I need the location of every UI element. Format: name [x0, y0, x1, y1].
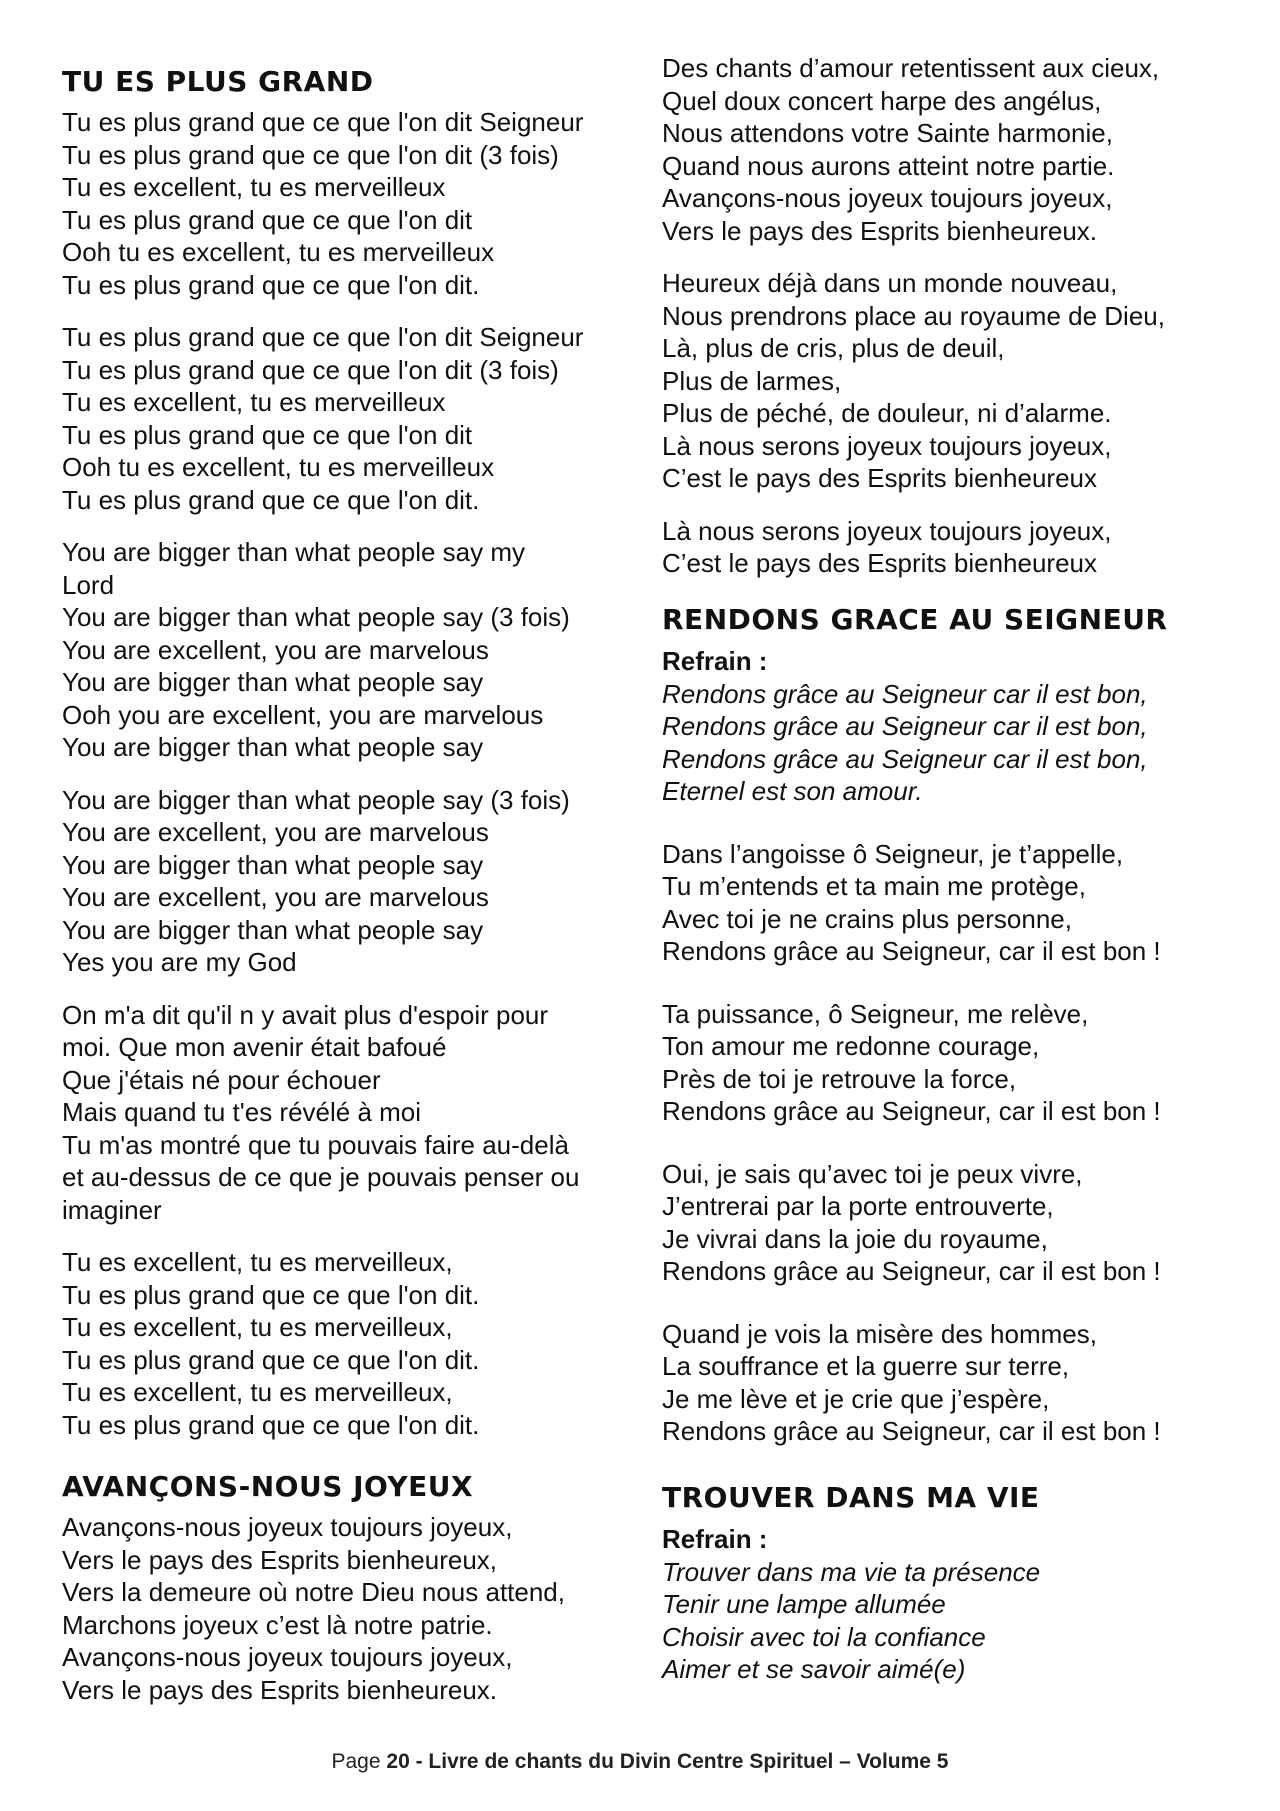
lyric-line: Tu es excellent, tu es merveilleux,: [62, 1312, 453, 1342]
lyric-line: Avançons-nous joyeux toujours joyeux,: [62, 1642, 513, 1672]
lyric-line: Tu es plus grand que ce que l'on dit Seigneur: [62, 107, 584, 137]
lyric-line: Tu m’entends et ta main me protège,: [662, 871, 1086, 901]
stanza: [662, 1318, 1222, 1448]
lyric-line: Lord: [62, 569, 115, 600]
refrain: [662, 1556, 1222, 1686]
lyric-line: Des chants d’amour retentissent aux cieux,: [662, 53, 1160, 83]
footer-book-title: - Livre de chants du Divin Centre Spirituel – Volume 5: [409, 1750, 949, 1773]
stanza: [662, 515, 1222, 580]
song-body: [662, 52, 1222, 580]
stanza: [662, 1158, 1222, 1288]
lyric-line: Tu es excellent, tu es merveilleux: [62, 387, 446, 417]
lyric-line: Ooh you are excellent, you are marvelous: [62, 699, 544, 730]
lyric-line: Rendons grâce au Seigneur car il est bon,: [662, 711, 1148, 741]
lyric-line: et au-dessus de ce que je pouvais penser ou: [62, 1162, 580, 1192]
lyric-line: Tu es excellent, tu es merveilleux,: [62, 1247, 453, 1277]
stanza: [662, 52, 1222, 247]
lyric-line: Tu es plus grand que ce que l'on dit: [62, 204, 473, 235]
lyric-line: Tu es plus grand que ce que l'on dit.: [62, 484, 480, 515]
stanza: [62, 1246, 632, 1441]
lyric-line: Je me lève et je crie que j’espère,: [662, 1383, 1050, 1414]
footer-page-number: 20: [386, 1750, 410, 1773]
lyric-line: Rendons grâce au Seigneur car il est bon,: [662, 678, 1148, 709]
lyric-line: Rendons grâce au Seigneur, car il est bon !: [662, 1256, 1161, 1286]
lyric-line: Nous attendons votre Sainte harmonie,: [662, 118, 1113, 148]
lyric-line: C’est le pays des Esprits bienheureux: [662, 463, 1098, 493]
lyric-line: Eternel est son amour.: [662, 776, 923, 806]
lyric-line: Je vivrai dans la joie du royaume,: [662, 1223, 1048, 1254]
lyric-line: You are excellent, you are marvelous: [62, 817, 489, 847]
lyric-line: Tu es excellent, tu es merveilleux,: [62, 1377, 453, 1407]
song-body: [62, 106, 632, 1441]
lyric-line: Tu es plus grand que ce que l'on dit (3 fois): [62, 139, 559, 170]
lyric-line: La souffrance et la guerre sur terre,: [662, 1351, 1070, 1381]
lyric-line: You are bigger than what people say (3 fois): [62, 602, 570, 632]
lyric-line: Marchons joyeux c’est là notre patrie.: [62, 1609, 493, 1640]
lyric-line: Aimer et se savoir aimé(e): [662, 1654, 966, 1684]
lyric-line: Tu es excellent, tu es merveilleux: [62, 172, 446, 202]
lyric-line: Nous prendrons place au royaume de Dieu,: [662, 300, 1165, 331]
lyric-line: Tu es plus grand que ce que l'on dit Seigneur: [62, 322, 584, 352]
lyric-line: Quel doux concert harpe des angélus,: [662, 85, 1102, 116]
lyric-line: You are excellent, you are marvelous: [62, 882, 489, 912]
lyric-line: Avançons-nous joyeux toujours joyeux,: [62, 1512, 513, 1542]
lyric-line: Mais quand tu t'es révélé à moi: [62, 1097, 422, 1127]
lyric-line: Là nous serons joyeux toujours joyeux,: [662, 430, 1112, 461]
lyric-line: You are bigger than what people say (3 fois): [62, 784, 570, 815]
stanza: [62, 321, 632, 516]
lyric-line: Vers le pays des Esprits bienheureux,: [62, 1544, 498, 1575]
lyric-line: J’entrerai par la porte entrouverte,: [662, 1191, 1054, 1221]
lyric-line: Ton amour me redonne courage,: [662, 1031, 1040, 1061]
song-body: [662, 838, 1222, 1448]
lyric-line: Quand nous aurons atteint notre partie.: [662, 150, 1115, 181]
lyric-line: Oui, je sais qu’avec toi je peux vivre,: [662, 1158, 1083, 1189]
lyric-line: Vers la demeure où notre Dieu nous attend,: [62, 1577, 565, 1607]
right-column: [662, 52, 1222, 1706]
lyric-line: Dans l’angoisse ô Seigneur, je t’appelle,: [662, 838, 1124, 869]
lyric-line: Tenir une lampe allumée: [662, 1589, 946, 1619]
song-title: RENDONS GRACE AU SEIGNEUR: [662, 602, 1168, 636]
lyric-line: Avec toi je ne crains plus personne,: [662, 903, 1072, 934]
lyric-line: Trouver dans ma vie ta présence: [662, 1556, 1041, 1587]
lyric-line: Plus de péché, de douleur, ni d’alarme.: [662, 398, 1112, 428]
lyric-line: Rendons grâce au Seigneur, car il est bon !: [662, 1416, 1161, 1446]
lyric-line: On m'a dit qu'il n y avait plus d'espoir pour: [62, 999, 549, 1030]
lyric-line: Ooh tu es excellent, tu es merveilleux: [62, 237, 495, 267]
lyric-line: Vers le pays des Esprits bienheureux.: [662, 215, 1098, 246]
lyric-line: C’est le pays des Esprits bienheureux: [662, 548, 1098, 578]
stanza: [662, 838, 1222, 968]
lyric-line: Tu es plus grand que ce que l'on dit.: [62, 1344, 480, 1375]
song-body: [62, 1511, 632, 1706]
lyric-line: Tu es plus grand que ce que l'on dit.: [62, 269, 480, 300]
stanza: [662, 267, 1222, 495]
refrain-label: Refrain :: [662, 645, 768, 676]
stanza: [62, 536, 632, 764]
lyric-line: Tu es plus grand que ce que l'on dit: [62, 419, 473, 450]
lyric-line: Tu es plus grand que ce que l'on dit.: [62, 1279, 480, 1310]
lyric-line: You are bigger than what people say: [62, 667, 484, 697]
lyric-line: You are bigger than what people say my: [62, 537, 526, 567]
lyric-line: Tu m'as montré que tu pouvais faire au-delà: [62, 1129, 569, 1160]
stanza: [62, 106, 632, 301]
left-column: [62, 62, 632, 1726]
lyric-line: imaginer: [62, 1194, 162, 1225]
footer-page-prefix: Page: [331, 1750, 387, 1773]
lyric-line: Rendons grâce au Seigneur, car il est bon !: [662, 936, 1161, 966]
lyric-line: Tu es plus grand que ce que l'on dit.: [62, 1409, 480, 1440]
lyric-line: Que j'étais né pour échouer: [62, 1064, 381, 1095]
lyric-line: Choisir avec toi la confiance: [662, 1621, 986, 1652]
lyric-line: Plus de larmes,: [662, 365, 842, 396]
song-title: TU ES PLUS GRAND: [62, 65, 374, 98]
lyric-line: You are excellent, you are marvelous: [62, 634, 489, 665]
lyric-line: Heureux déjà dans un monde nouveau,: [662, 268, 1118, 298]
lyric-line: Yes you are my God: [62, 947, 297, 977]
refrain-label: Refrain :: [662, 1523, 768, 1554]
stanza: [662, 998, 1222, 1128]
lyric-line: Vers le pays des Esprits bienheureux.: [62, 1674, 498, 1705]
song-title: TROUVER DANS MA VIE: [662, 1480, 1040, 1514]
lyric-line: You are bigger than what people say: [62, 849, 484, 880]
refrain: [662, 678, 1222, 808]
lyric-line: Rendons grâce au Seigneur, car il est bon !: [662, 1096, 1161, 1126]
lyric-line: Près de toi je retrouve la force,: [662, 1063, 1017, 1094]
lyric-line: Là, plus de cris, plus de deuil,: [662, 333, 1005, 363]
stanza: [62, 1511, 632, 1706]
lyric-line: Ooh tu es excellent, tu es merveilleux: [62, 452, 495, 482]
lyric-line: Rendons grâce au Seigneur car il est bon,: [662, 743, 1148, 774]
stanza: [62, 784, 632, 979]
song-title: AVANÇONS-NOUS JOYEUX: [62, 1470, 474, 1503]
stanza: [62, 999, 632, 1227]
lyric-line: Ta puissance, ô Seigneur, me relève,: [662, 998, 1089, 1029]
lyric-line: Là nous serons joyeux toujours joyeux,: [662, 515, 1112, 546]
lyric-line: Tu es plus grand que ce que l'on dit (3 fois): [62, 354, 559, 385]
lyric-line: Quand je vois la misère des hommes,: [662, 1318, 1097, 1349]
lyric-line: moi. Que mon avenir était bafoué: [62, 1032, 447, 1062]
lyric-line: You are bigger than what people say: [62, 914, 484, 945]
lyric-line: Avançons-nous joyeux toujours joyeux,: [662, 183, 1113, 213]
lyric-line: You are bigger than what people say: [62, 732, 484, 762]
page-footer: [0, 1750, 1280, 1774]
